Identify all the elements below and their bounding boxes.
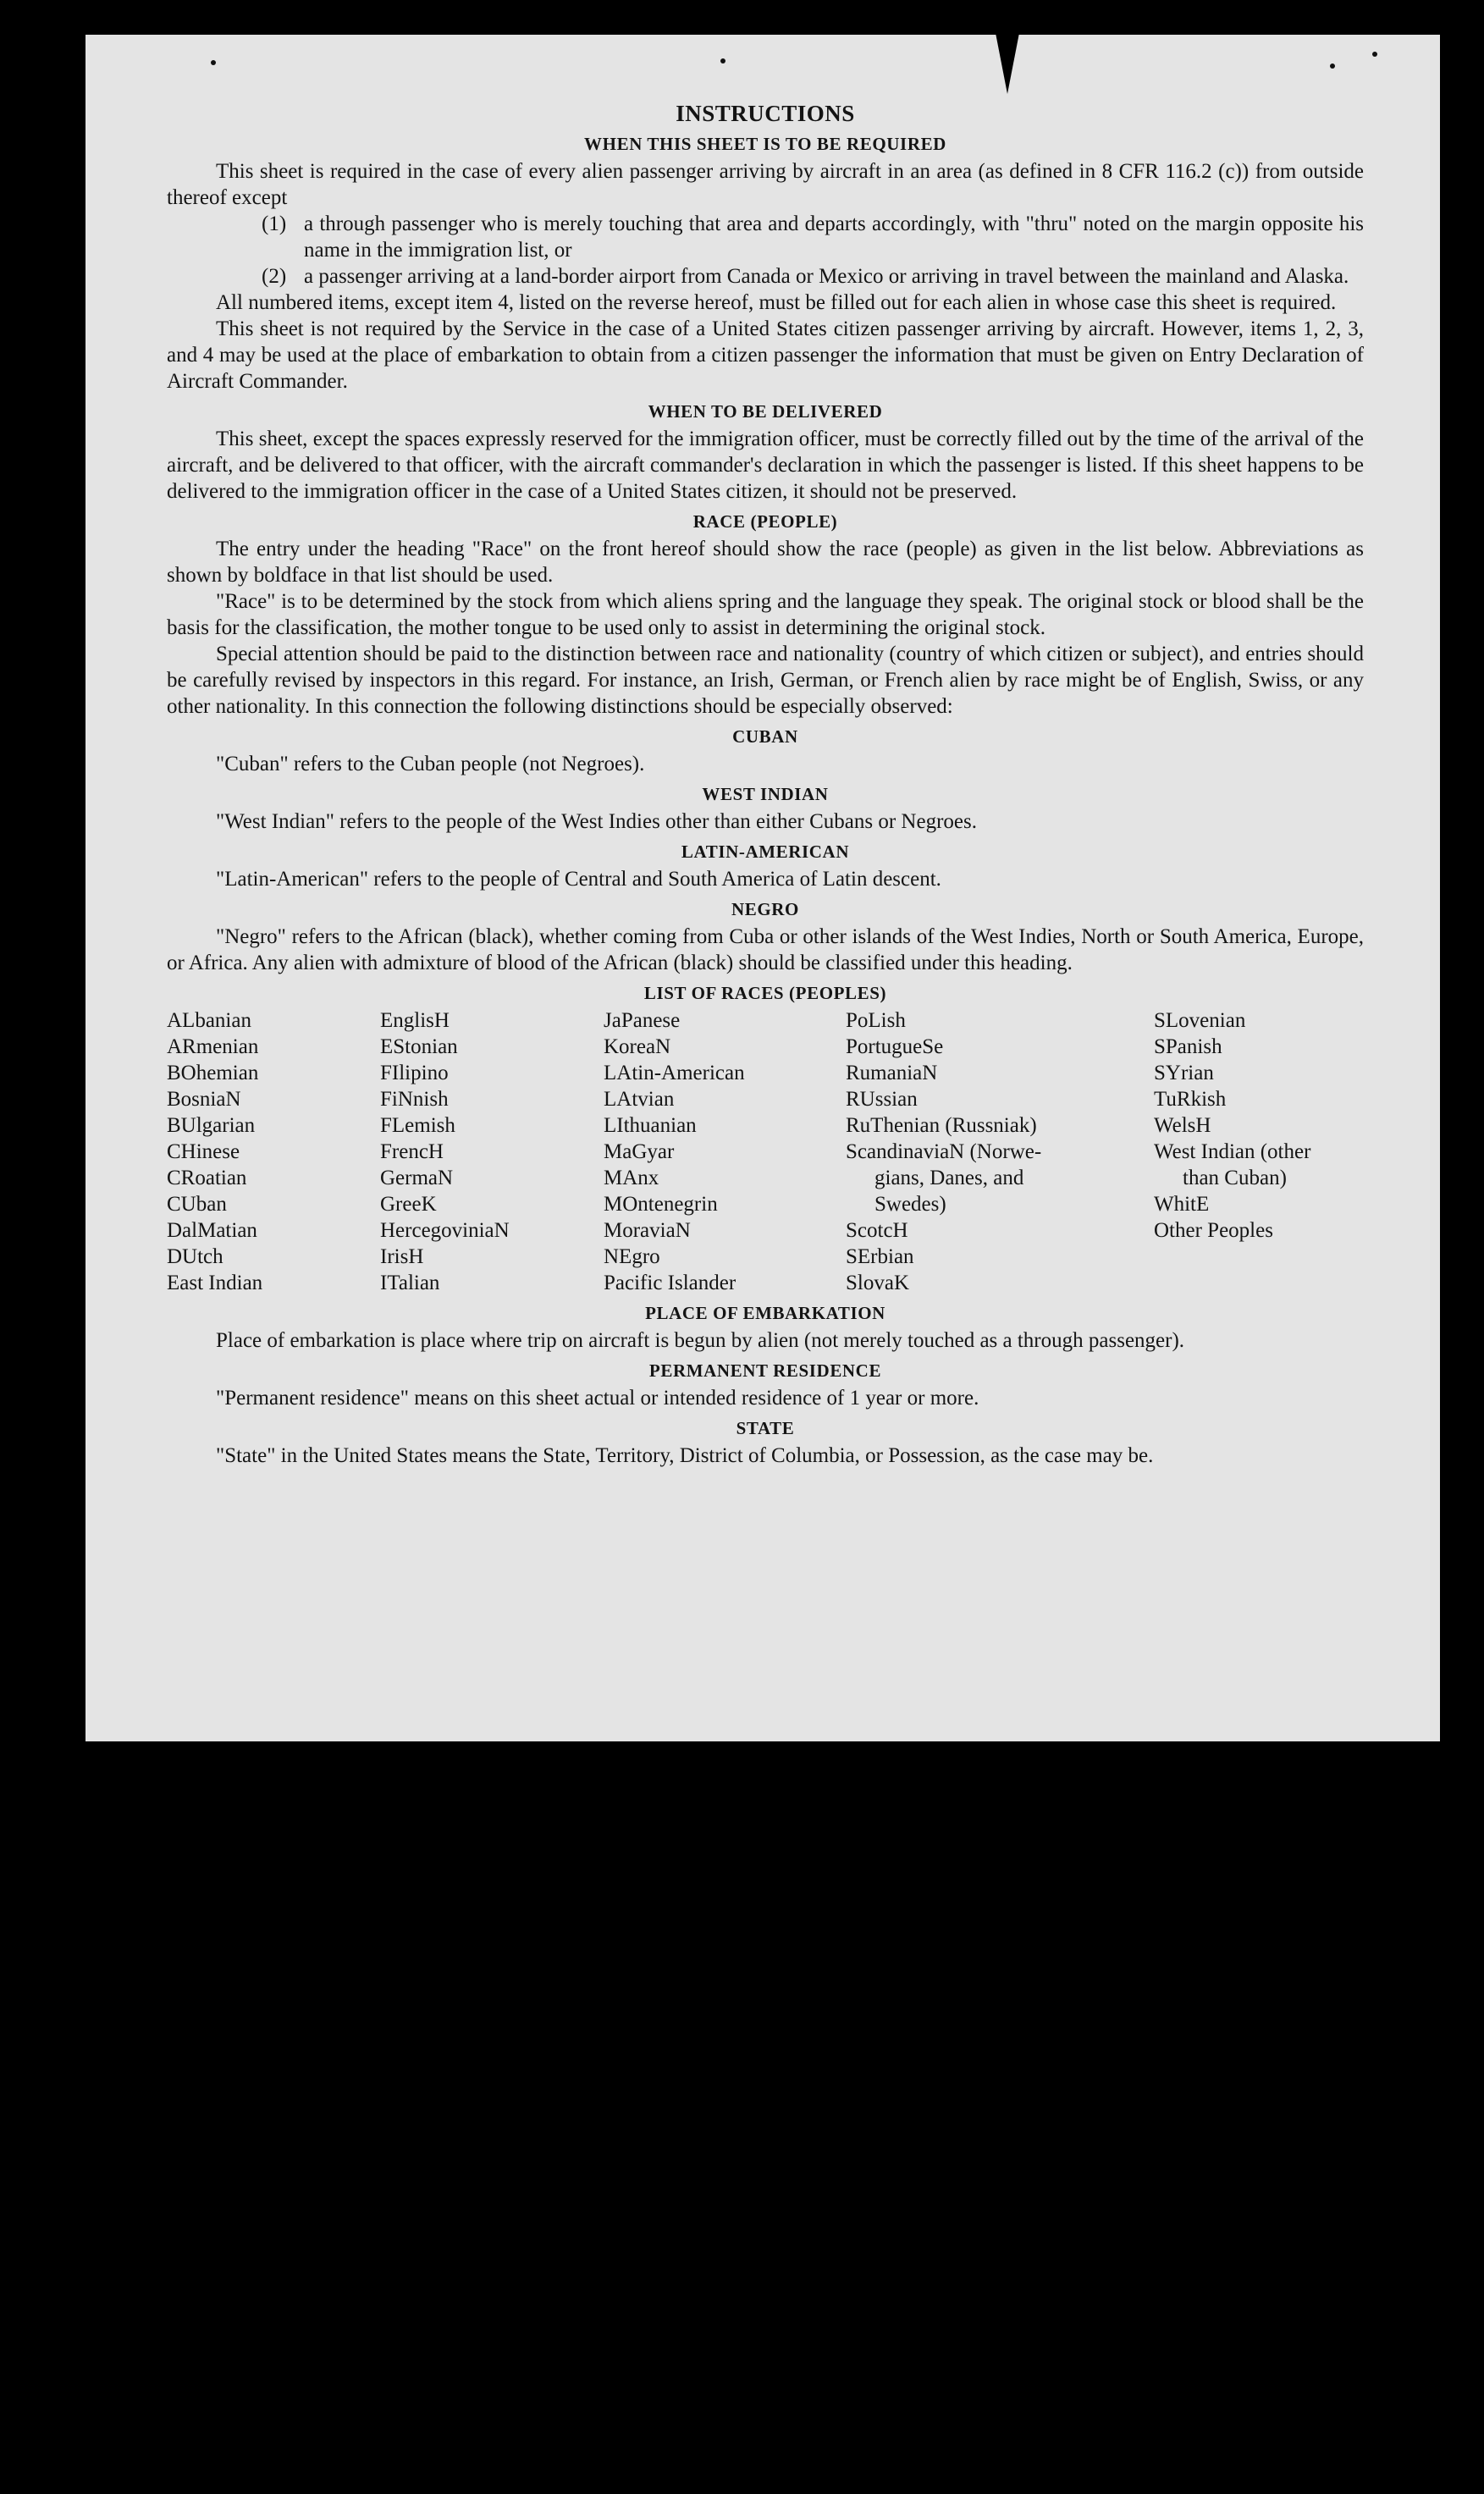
section-heading-races-list: LIST OF RACES (PEOPLES): [643, 983, 887, 1003]
race-entry: BosniaN: [167, 1088, 241, 1111]
race-entry: West Indian (other: [1154, 1140, 1311, 1163]
race-entry: BUlgarian: [167, 1114, 256, 1137]
paragraph-intro: This sheet is required in the case of every alien passenger arriving by aircraft in an area (as defined in 8 CFR 116.2 (c)) from outside thereof except: [167, 160, 1364, 209]
race-entry: MOntenegrin: [604, 1193, 718, 1216]
race-entry: FrencH: [380, 1140, 444, 1163]
races-column-1: [167, 1007, 380, 1296]
race-entry: NEgro: [604, 1245, 660, 1268]
item-text: a through passenger who is merely touching that area and departs accordingly, with "thru" noted on the margin opposite his name in the immigration list, or: [304, 212, 1364, 262]
race-entry: MoraviaN: [604, 1219, 691, 1242]
race-entry: FiNnish: [380, 1088, 449, 1111]
race-entry: BOhemian: [167, 1062, 259, 1084]
races-column-5: [1154, 1007, 1365, 1296]
race-entry: SlovaK: [846, 1272, 909, 1294]
race-entry: LIthuanian: [604, 1114, 697, 1137]
item-number: (1): [262, 212, 287, 235]
race-entry: RUssian: [846, 1088, 918, 1111]
race-entry: LAtvian: [604, 1088, 675, 1111]
race-entry: ITalian: [380, 1272, 440, 1294]
paragraph-latin-american: "Latin-American" refers to the people of Central and South America of Latin descent.: [216, 868, 941, 891]
paragraph-negro: "Negro" refers to the African (black), whether coming from Cuba or other islands of the West Indies, North or South America, Europe, or Africa. Any alien with admixture of blood of the African (black) should be classified under this heading.: [167, 925, 1364, 974]
race-entry: HercegoviniaN: [380, 1219, 510, 1242]
speck: [1372, 52, 1377, 57]
race-entry: ScotcH: [846, 1219, 908, 1242]
torn-corner: [996, 33, 1019, 94]
document-page: [86, 35, 1440, 1741]
race-entry: PoLish: [846, 1009, 906, 1032]
race-entry: LAtin-American: [604, 1062, 745, 1084]
race-entry: MAnx: [604, 1167, 659, 1189]
speck: [211, 60, 216, 65]
section-heading-cuban: CUBAN: [732, 726, 798, 747]
list-item: [262, 263, 1364, 290]
race-entry: JaPanese: [604, 1009, 681, 1032]
item-text: a passenger arriving at a land-border airport from Canada or Mexico or arriving in travel between the mainland and Alaska.: [304, 265, 1349, 288]
paragraph-embarkation: Place of embarkation is place where trip on aircraft is begun by alien (not merely touched as a through passenger).: [216, 1329, 1185, 1352]
race-entry: GermaN: [380, 1167, 454, 1189]
race-entry: RuThenian (Russniak): [846, 1114, 1037, 1137]
races-column-3: [604, 1007, 846, 1296]
race-entry: FLemish: [380, 1114, 455, 1137]
race-entry: RumaniaN: [846, 1062, 938, 1084]
race-entry-continuation: Swedes): [874, 1193, 946, 1216]
race-entry: Pacific Islander: [604, 1272, 736, 1294]
races-column-2: [380, 1007, 604, 1296]
race-entry: ARmenian: [167, 1035, 259, 1058]
race-entry: IrisH: [380, 1245, 424, 1268]
section-heading-state: STATE: [736, 1418, 795, 1438]
section-heading-latin-american: LATIN-AMERICAN: [681, 841, 850, 862]
section-heading-residence: PERMANENT RESIDENCE: [648, 1360, 882, 1381]
race-entry: SErbian: [846, 1245, 914, 1268]
paragraph-race-3: Special attention should be paid to the distinction between race and nationality (country of which citizen or subject), and entries should be carefully revised by inspectors in this regard. For instance, an Irish, German, or French alien by race might be of English, Swiss, or any other nationality. In this connection the following distinctions should be especially observed:: [167, 643, 1364, 718]
paragraph-state: "State" in the United States means the State, Territory, District of Columbia, or Possession, as the case may be.: [216, 1444, 1154, 1467]
race-entry: EnglisH: [380, 1009, 450, 1032]
races-column-4: [846, 1007, 1154, 1296]
race-entry: GreeK: [380, 1193, 437, 1216]
race-entry: East Indian: [167, 1272, 263, 1294]
race-entry: SPanish: [1154, 1035, 1222, 1058]
race-entry: CHinese: [167, 1140, 240, 1163]
speck: [720, 58, 725, 63]
paragraph-citizen: This sheet is not required by the Service in the case of a United States citizen passenger arriving by aircraft. However, items 1, 2, 3, and 4 may be used at the place of embarkation to obtain from a citizen passenger the information that must be given on Entry Declaration of Aircraft Commander.: [167, 317, 1364, 393]
race-entry: FIlipino: [380, 1062, 449, 1084]
race-entry: SYrian: [1154, 1062, 1214, 1084]
race-entry: DalMatian: [167, 1219, 257, 1242]
race-entry: DUtch: [167, 1245, 223, 1268]
race-entry: SLovenian: [1154, 1009, 1246, 1032]
race-entry: PortugueSe: [846, 1035, 944, 1058]
race-entry: MaGyar: [604, 1140, 675, 1163]
paragraph-race-1: The entry under the heading "Race" on the front hereof should show the race (people) as given in the list below. Abbreviations as shown by boldface in that list should be used.: [167, 538, 1364, 587]
paragraph-delivery: This sheet, except the spaces expressly reserved for the immigration officer, must be correctly filled out by the time of the arrival of the aircraft, and be delivered to that officer, with the aircraft commander's declaration in which the passenger is listed. If this sheet happens to be delivered to the immigration officer in the case of a United States citizen, it should not be preserved.: [167, 428, 1364, 503]
race-entry: ScandinaviaN (Norwe-: [846, 1140, 1042, 1163]
race-entry: EStonian: [380, 1035, 458, 1058]
paragraph-cuban: "Cuban" refers to the Cuban people (not Negroes).: [216, 753, 645, 775]
race-entry: WelsH: [1154, 1114, 1211, 1137]
section-heading-when-delivered: WHEN TO BE DELIVERED: [648, 401, 883, 422]
section-heading-negro: NEGRO: [731, 899, 799, 919]
race-entry: CUban: [167, 1193, 227, 1216]
race-entry: ALbanian: [167, 1009, 251, 1032]
paragraph-residence: "Permanent residence" means on this sheet actual or intended residence of 1 year or more.: [216, 1387, 979, 1410]
speck: [1330, 63, 1335, 69]
race-entry: WhitE: [1154, 1193, 1210, 1216]
section-heading-when-required: WHEN THIS SHEET IS TO BE REQUIRED: [584, 134, 946, 154]
races-table: [167, 1007, 1364, 1296]
list-item: [262, 211, 1364, 263]
race-entry-continuation: than Cuban): [1183, 1167, 1287, 1189]
race-entry: Other Peoples: [1154, 1219, 1273, 1242]
race-entry-continuation: gians, Danes, and: [874, 1167, 1024, 1189]
race-entry: KoreaN: [604, 1035, 671, 1058]
race-entry: TuRkish: [1154, 1088, 1227, 1111]
section-heading-race: RACE (PEOPLE): [692, 511, 838, 532]
paragraph-west-indian: "West Indian" refers to the people of the West Indies other than either Cubans or Negroes.: [216, 810, 977, 833]
page-title: INSTRUCTIONS: [676, 101, 855, 126]
section-heading-west-indian: WEST INDIAN: [702, 784, 829, 804]
paragraph-race-2: "Race" is to be determined by the stock from which aliens spring and the language they speak. The original stock or blood shall be the basis for the classification, the mother tongue to be used only to assist in determining the original stock.: [167, 590, 1364, 639]
race-entry: CRoatian: [167, 1167, 247, 1189]
paragraph-numbered-items: All numbered items, except item 4, listed on the reverse hereof, must be filled out for each alien in whose case this sheet is required.: [216, 291, 1337, 314]
section-heading-embarkation: PLACE OF EMBARKATION: [645, 1303, 885, 1323]
item-number: (2): [262, 265, 287, 288]
